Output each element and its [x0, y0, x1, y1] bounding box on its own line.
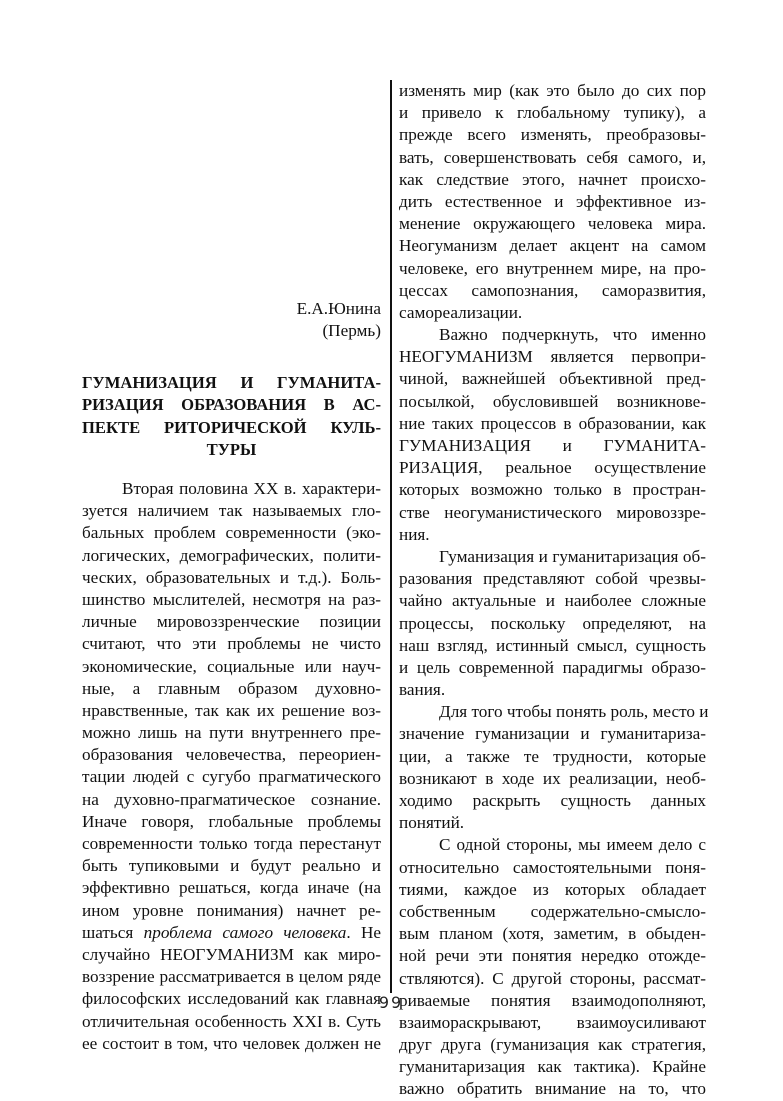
text-line: можно лишь на пути внутреннего пре-	[82, 723, 381, 743]
text-line: как следствие этого, начнет происхо-	[399, 169, 706, 189]
text-line: случайно НЕОГУМАНИЗМ как миро-	[82, 944, 381, 964]
text-line: ГУМАНИЗАЦИЯ и ГУМАНИТА-	[399, 436, 706, 455]
text-line: вым планом (хотя, заметим, в обыден-	[399, 924, 706, 944]
text-line: и цель современной парадигмы образо-	[399, 657, 706, 677]
title-line: ТУРЫ	[206, 440, 257, 460]
text-line: Для того чтобы понять роль, место и	[439, 702, 709, 722]
text-line: РИЗАЦИЯ, реальное осуществление	[399, 458, 706, 478]
text-line: ствляются). С другой стороны, рассмат-	[399, 968, 706, 988]
text-line: человеке, его внутреннем мире, на про-	[399, 258, 706, 278]
text-line: собственным содержательно-смысло-	[399, 901, 706, 921]
title-line: РИЗАЦИЯ ОБРАЗОВАНИЯ В АС-	[82, 395, 381, 415]
text-line: менение окружающего человека мира.	[399, 214, 706, 234]
text-line: экономические, социальные или науч-	[82, 656, 381, 676]
title-line: ПЕКТЕ РИТОРИЧЕСКОЙ КУЛЬ-	[82, 417, 381, 437]
text-line: ной речи эти понятия нередко отожде-	[399, 946, 706, 966]
text-line: Иначе говоря, глобальные проблемы	[82, 811, 381, 831]
text-line: философских исследований как главная	[82, 989, 381, 1009]
text-line: чиной, важнейшей объективной пред-	[399, 369, 706, 389]
text-line: взаимораскрывают, взаимоусиливают	[399, 1012, 706, 1032]
text-line: значение гуманизации и гуманитариза-	[399, 724, 706, 744]
text-fragment: шаться	[82, 922, 144, 942]
text-line-with-emphasis	[82, 922, 381, 944]
text-line: ином уровне понимания) начнет ре-	[82, 900, 381, 920]
text-line: Вторая половина XX в. характери-	[122, 479, 381, 498]
text-line: цессах самопознания, саморазвития,	[399, 280, 706, 300]
text-line: считают, что эти проблемы не чисто	[82, 634, 381, 654]
column-divider	[390, 80, 392, 993]
text-line: относительно самостоятельными поня-	[399, 857, 706, 877]
text-line: шинство мыслителей, несмотря на раз-	[82, 589, 381, 609]
right-column-text	[399, 80, 709, 1101]
text-line: наш взгляд, истинный смысл, сущность	[399, 635, 706, 655]
text-line: которых возможно только в простран-	[399, 480, 706, 500]
text-line: ее состоит в том, что человек должен не	[82, 1033, 381, 1053]
text-line: С одной стороны, мы имеем дело с	[439, 835, 706, 855]
text-line: современности только тогда перестанут	[82, 834, 381, 853]
text-line: на духовно-прагматическое сознание.	[82, 789, 381, 809]
title-line: ГУМАНИЗАЦИЯ И ГУМАНИТА-	[82, 373, 381, 392]
text-line: понятий.	[399, 813, 465, 833]
text-line: ние таких процессов в образовании, как	[399, 413, 706, 433]
text-line: нравственные, так как их решение воз-	[82, 700, 381, 720]
text-line: НЕОГУМАНИЗМ является первопри-	[399, 347, 706, 367]
text-line: логических, демографических, полити-	[82, 545, 381, 565]
text-line: тации людей с сугубо прагматического	[82, 767, 381, 787]
text-line: бальных проблем современности (эко-	[82, 523, 381, 543]
text-line: риваемые понятия взаимодополняют,	[399, 990, 706, 1010]
emphasis-text: проблема самого человека	[143, 922, 347, 942]
text-line: ходимо раскрыть сущность данных	[399, 791, 706, 810]
text-line: самореализации.	[399, 302, 523, 322]
text-line: зуется наличием так называемых гло-	[82, 501, 381, 521]
text-line: дить естественное и эффективное из-	[399, 191, 706, 211]
author-city: (Пермь)	[322, 321, 381, 341]
text-line: ные, а главным образом духовно-	[82, 678, 381, 698]
text-line: вания.	[399, 680, 446, 700]
text-line: процессы, поскольку определяют, на	[399, 613, 706, 633]
text-line: друг друга (гуманизация как стратегия,	[399, 1035, 706, 1055]
article-title	[82, 372, 381, 462]
text-fragment: . Не	[346, 922, 381, 942]
text-line: важно обратить внимание на то, что	[399, 1079, 706, 1099]
text-line: гуманитаризация как тактика). Крайне	[399, 1057, 706, 1077]
text-line: быть тупиковыми и будут реально и	[82, 856, 381, 876]
text-line: тиями, каждое из которых обладает	[399, 879, 706, 899]
page-number: 99	[378, 993, 404, 1012]
text-line: воззрение рассматривается в целом ряде	[82, 967, 381, 987]
text-line: посылкой, обусловившей возникнове-	[399, 391, 706, 411]
text-line: прежде всего изменять, преобразовы-	[399, 125, 706, 145]
text-line: Гуманизация и гуманитаризация об-	[439, 546, 706, 566]
text-line: ции, а также те трудности, которые	[399, 746, 706, 766]
text-line: изменять мир (как это было до сих пор	[399, 81, 706, 100]
text-line: чайно актуальные и наиболее сложные	[399, 591, 706, 611]
text-line: разования представляют собой чрезвы-	[399, 569, 706, 589]
text-line: образования человечества, переориен-	[82, 745, 381, 765]
text-line: возникают в ходе их реализации, необ-	[399, 768, 706, 788]
text-line: отличительная особенность XXI в. Суть	[82, 1011, 381, 1031]
text-line: эффективно решаться, когда иначе (на	[82, 878, 381, 898]
text-line: ния.	[399, 524, 430, 544]
text-line: личные мировоззренческие позиции	[82, 612, 381, 632]
text-line: Важно подчеркнуть, что именно	[439, 325, 706, 345]
author-name: Е.А.Юнина	[296, 299, 381, 318]
text-line: стве неогуманистического мировоззре-	[399, 502, 706, 522]
text-line: ческих, образовательных и т.д.). Боль-	[82, 567, 381, 587]
author-block	[82, 298, 381, 343]
left-column-text	[82, 478, 381, 1055]
text-line: вать, совершенствовать себя самого, и,	[399, 147, 706, 167]
text-line: и привело к глобальному тупику), а	[399, 103, 706, 123]
text-line: Неогуманизм делает акцент на самом	[399, 236, 706, 256]
